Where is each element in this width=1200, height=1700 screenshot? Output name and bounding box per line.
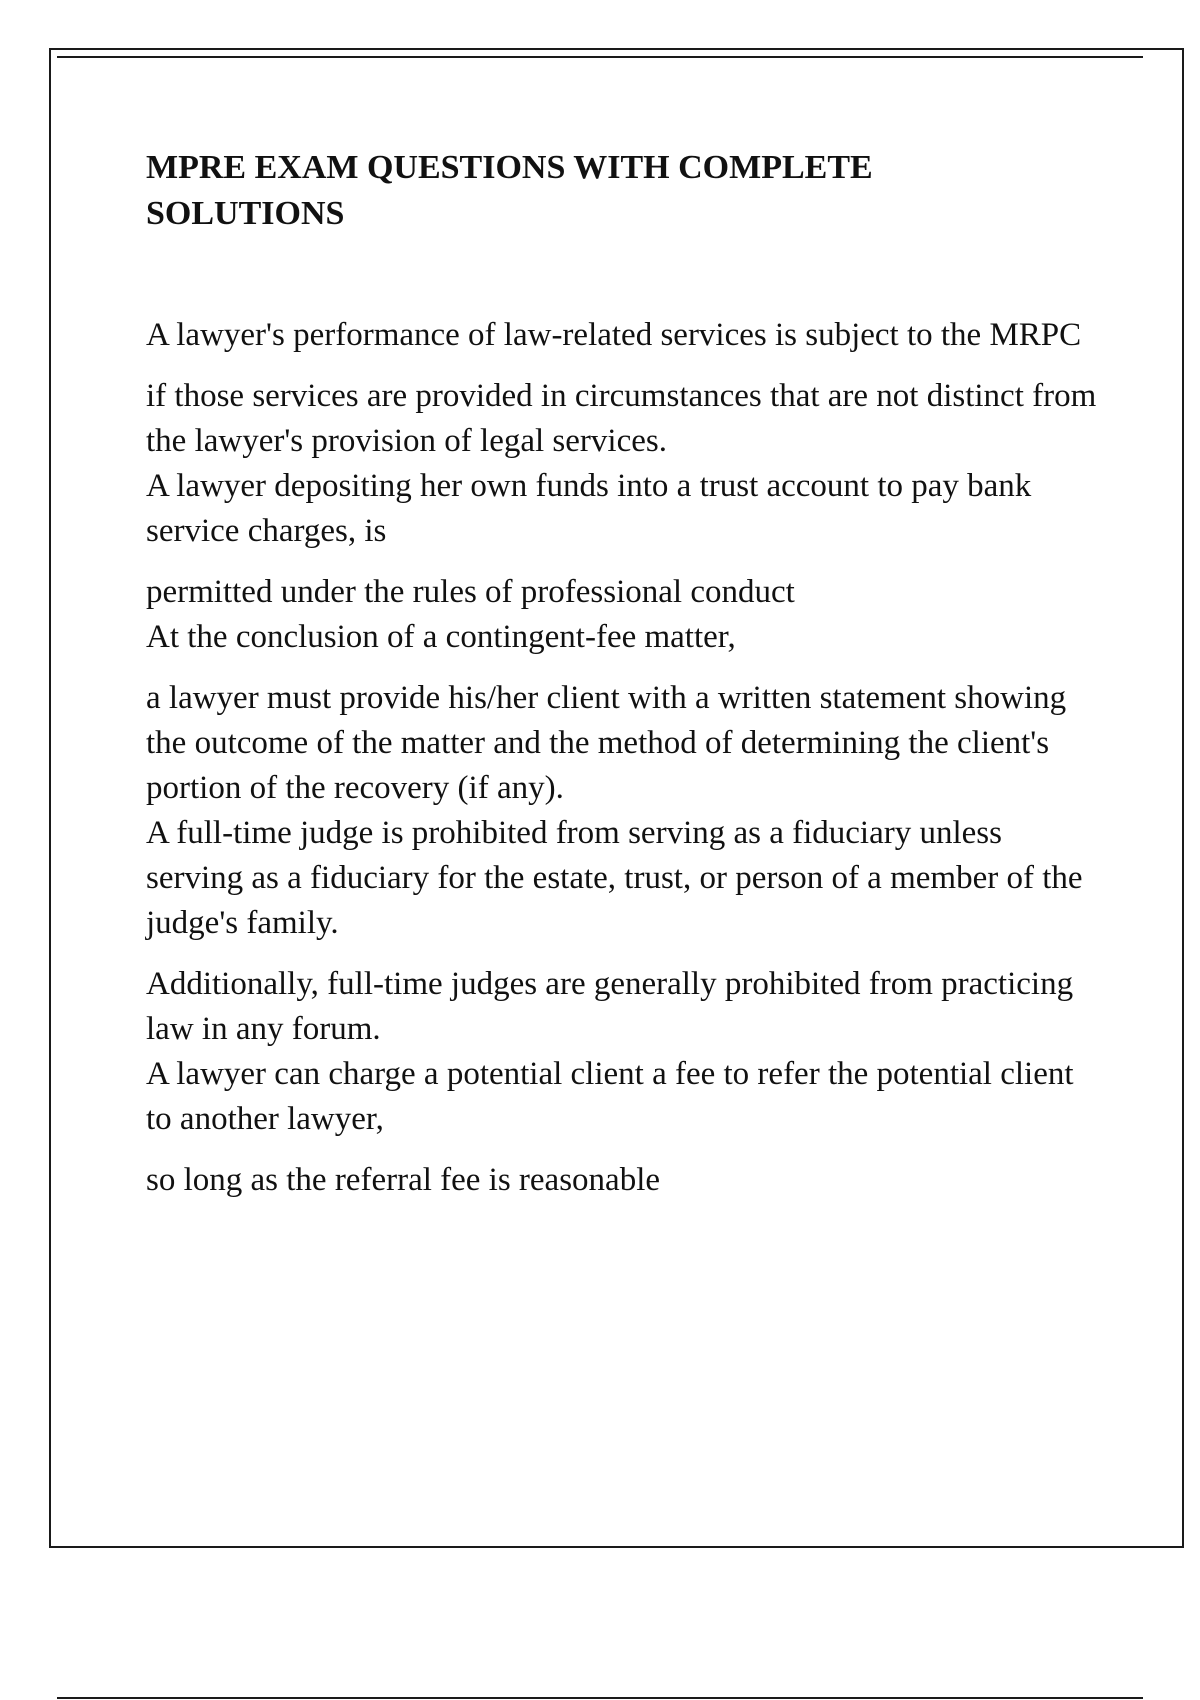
qa-block-1 (146, 313, 1106, 464)
answer-text: so long as the referral fee is reasonable (146, 1162, 661, 1198)
answer-text: permitted under the rules of professional conduct (146, 574, 795, 610)
question-text: At the conclusion of a contingent-fee matter, (146, 619, 736, 655)
document-body (146, 145, 1106, 1203)
answer-text: a lawyer must provide his/her client with a written statement showing the outcome of the matter and the method of determining the client's portion of the recovery (if any). (146, 680, 1067, 806)
qa-block-3 (146, 615, 1106, 811)
question-text: A lawyer's performance of law-related services is subject to the MRPC (146, 317, 1082, 353)
question-text: A lawyer can charge a potential client a fee to refer the potential client to another lawyer, (146, 1056, 1074, 1137)
qa-block-5 (146, 1052, 1106, 1203)
question-text: A lawyer depositing her own funds into a trust account to pay bank service charges, is (146, 468, 1032, 549)
qa-block-2 (146, 464, 1106, 615)
answer-text: Additionally, full-time judges are generally prohibited from practicing law in any forum. (146, 966, 1074, 1047)
bottom-horizontal-rule (57, 1697, 1143, 1699)
qa-block-4 (146, 811, 1106, 1052)
document-title: MPRE EXAM QUESTIONS WITH COMPLETE SOLUTIONS (146, 149, 873, 232)
question-text: A full-time judge is prohibited from serving as a fiduciary unless serving as a fiduciary for the estate, trust, or person of a member of the judge's family. (146, 815, 1083, 941)
answer-text: if those services are provided in circumstances that are not distinct from the lawyer's provision of legal services. (146, 378, 1097, 459)
